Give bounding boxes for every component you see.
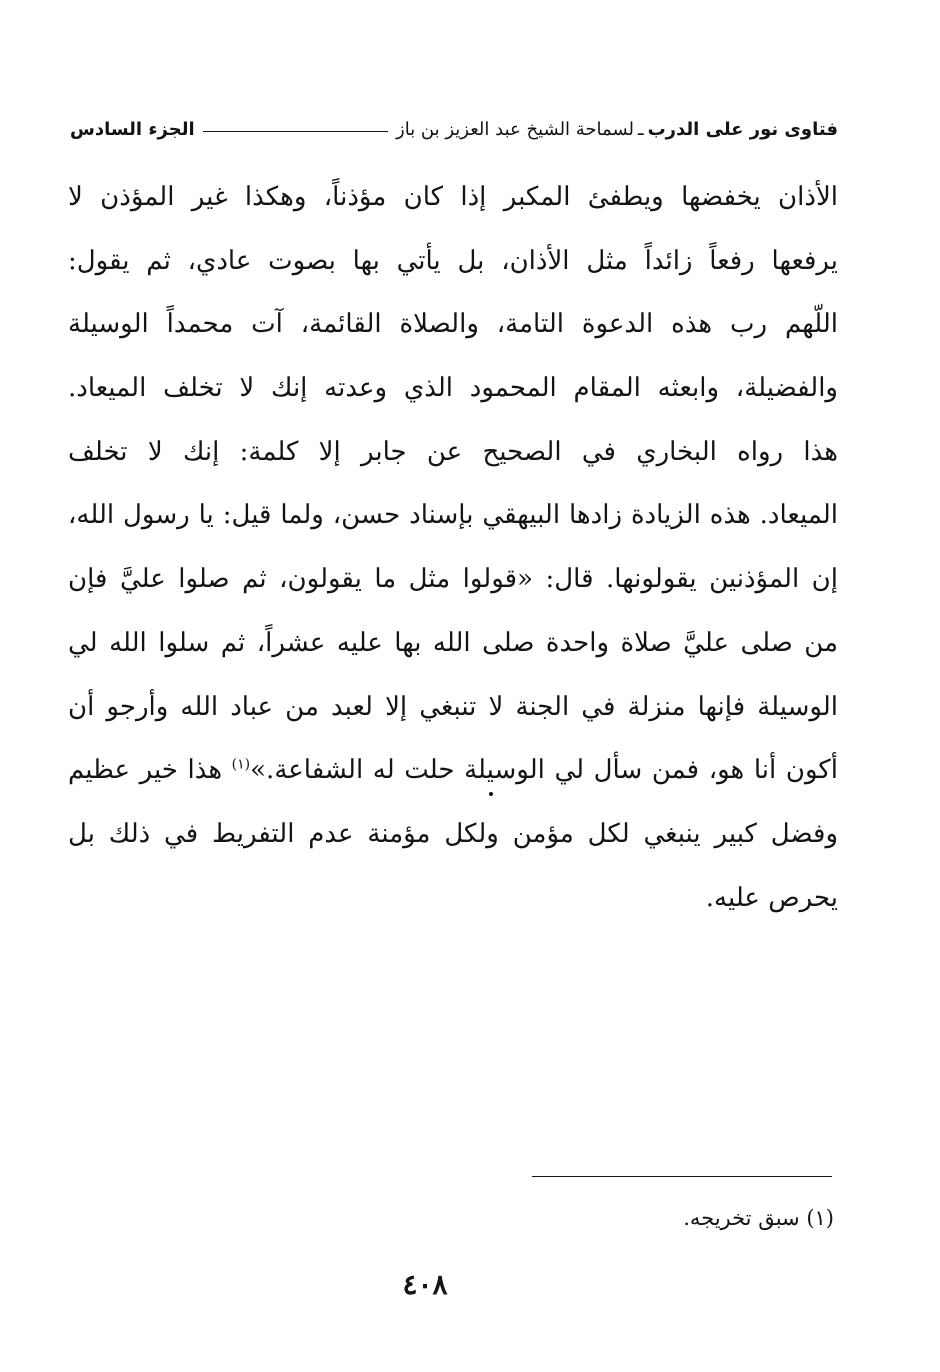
page-number: ٤٠٨ xyxy=(402,1268,448,1301)
text-line-3: اللّهم رب هذه الدعوة التامة، والصلاة القائمة، آت محمداً الوسيلة xyxy=(68,309,838,340)
text-line-5: هذا رواه البخاري في الصحيح عن جابر إلا كلمة: إنك لا تخلف xyxy=(68,436,838,467)
text-line-10 xyxy=(68,739,838,803)
text-line-7: إن المؤذنين يقولونها. قال: «قولوا مثل ما يقولون، ثم صلوا عليَّ فإن xyxy=(68,564,838,595)
text-line-1: الأذان يخفضها ويطفئ المكبر إذا كان مؤذناً، وهكذا غير المؤذن لا xyxy=(68,182,838,212)
footnote-rule xyxy=(532,1176,832,1177)
header-rule xyxy=(203,131,388,132)
footnote-text: (١) سبق تخريجه. xyxy=(683,1206,834,1230)
header-volume: الجزء السادس xyxy=(70,118,195,140)
body-text xyxy=(68,166,838,930)
header-book-title: فتاوى نور على الدرب xyxy=(647,118,838,140)
text-line-10-end: هذا خير عظيم xyxy=(68,755,232,786)
running-header xyxy=(70,112,838,146)
text-line-10-start: أكون أنا هو، فمن سأل لي الوسيلة حلت له الشفاعة.» xyxy=(250,755,838,786)
text-line-8: من صلى عليَّ صلاة واحدة صلى الله بها عليه عشراً، ثم سلوا الله لي xyxy=(68,627,838,658)
text-line-12: يحرص عليه. xyxy=(705,882,838,913)
ink-speck xyxy=(489,792,493,796)
text-line-11: وفضل كبير ينبغي لكل مؤمن ولكل مؤمنة عدم التفريط في ذلك بل xyxy=(68,818,838,849)
header-author: لسماحة الشيخ عبد العزيز بن باز xyxy=(396,118,634,140)
text-line-9: الوسيلة فإنها منزلة في الجنة لا تنبغي إلا لعبد من عباد الله وأرجو أن xyxy=(68,691,838,722)
header-dash: ـ xyxy=(638,118,644,140)
footnote-reference[interactable]: (١) xyxy=(231,756,251,773)
text-line-6: الميعاد. هذه الزيادة زادها البيهقي بإسناد حسن، ولما قيل: يا رسول الله، xyxy=(68,500,838,531)
text-line-2: يرفعها رفعاً زائداً مثل الأذان، بل يأتي بها بصوت عادي، ثم يقول: xyxy=(68,245,838,276)
text-line-4: والفضيلة، وابعثه المقام المحمود الذي وعدته إنك لا تخلف الميعاد. xyxy=(68,373,838,404)
